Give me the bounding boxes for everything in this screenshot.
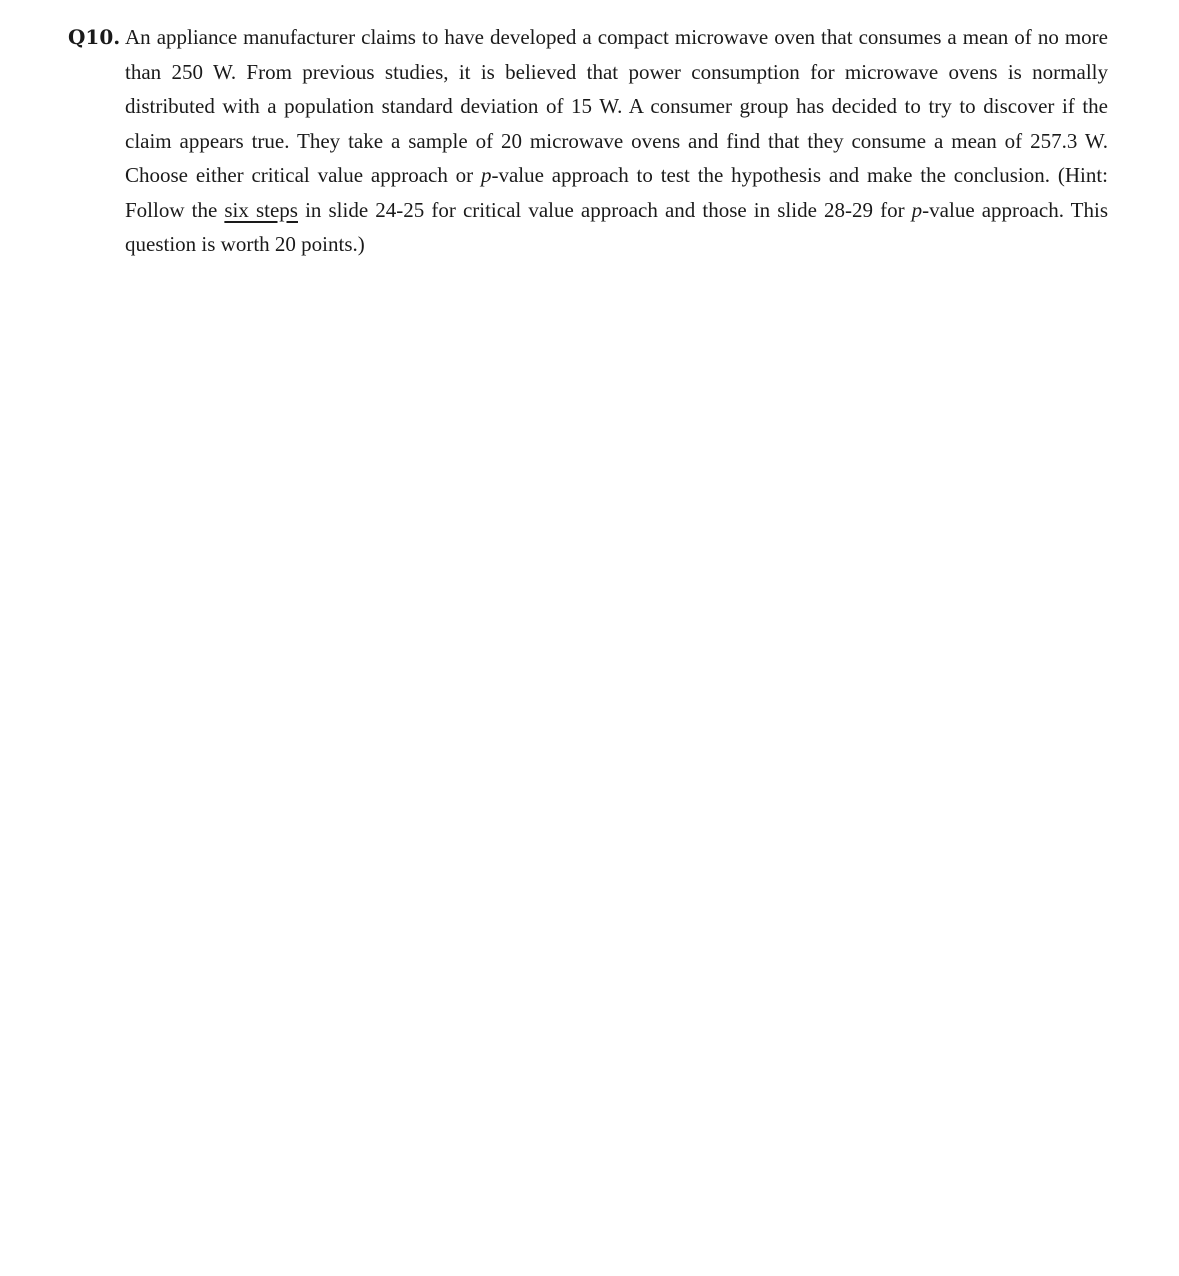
question-block — [68, 20, 1108, 262]
question-text — [125, 20, 1108, 262]
question-text-part-3: in slide 24-25 for critical value approach and those in slide 28-29 for — [297, 197, 912, 222]
question-text-part-1: An appliance manufacturer claims to have developed a compact microwave oven that consumes a mean of no more than 250 W. From previous studies, it is believed that power consumption for microwave ovens is normally distributed with a population standard deviation of 15 W. A consumer group has decided to try to discover if the claim appears true. They take a sample of 20 microwave ovens and find that they consume a mean of 257.3 W. Choose either critical value approach or — [125, 25, 1108, 187]
question-text-part-2: -value approach to test the hypothesis and make the conclusion. (Hint: Follow the — [125, 163, 1108, 222]
six-steps-underlined: six steps — [224, 197, 298, 222]
p-symbol: p — [911, 197, 923, 222]
question-number: Q10. — [68, 25, 121, 49]
question-text-part-4: -value approach. This question is worth 20 points.) — [125, 197, 1108, 256]
p-symbol: p — [480, 163, 492, 187]
